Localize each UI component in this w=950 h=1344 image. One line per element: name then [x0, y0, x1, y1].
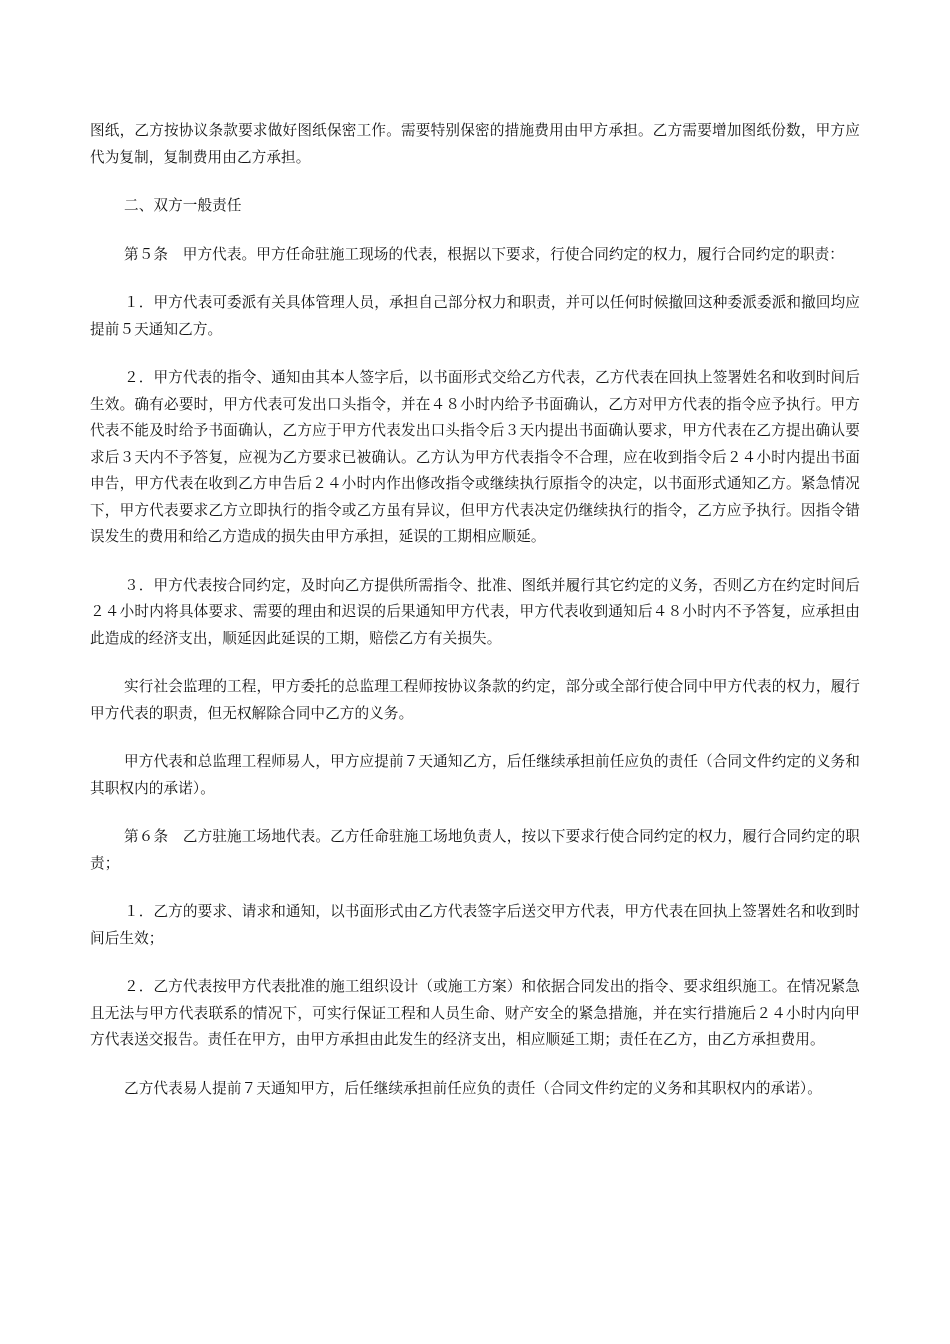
article-6-item-2: ２．乙方代表按甲方代表批准的施工组织设计（或施工方案）和依据合同发出的指令、要求组织施工。在情况紧急且无法与甲方代表联系的情况下，可实行保证工程和人员生命、财产安全的紧急措施，并在实行措施后２４小时内向甲方代表送交报告。责任在甲方，由甲方承担由此发生的经济支出，相应顺延工期；责任在乙方，由乙方承担费用。 [90, 978, 860, 1048]
contractor-representative-change-paragraph: 乙方代表易人提前７天通知甲方，后任继续承担前任应负的责任（合同文件约定的义务和其职权内的承诺）。 [124, 1079, 823, 1097]
paragraph-continuation: 图纸，乙方按协议条款要求做好图纸保密工作。需要特别保密的措施费用由甲方承担。乙方需要增加图纸份数，甲方应代为复制，复制费用由乙方承担。 [90, 122, 860, 166]
article-5-item-2: ２．甲方代表的指令、通知由其本人签字后，以书面形式交给乙方代表，乙方代表在回执上签署姓名和收到时间后生效。确有必要时，甲方代表可发出口头指令，并在４８小时内给予书面确认，乙方对甲方代表的指令应予执行。甲方代表不能及时给予书面确认，乙方应于甲方代表发出口头指令后３天内提出书面确认要求，甲方代表在乙方提出确认要求后３天内不予答复，应视为乙方要求已被确认。乙方认为甲方代表指令不合理，应在收到指令后２４小时内提出书面申告，甲方代表在收到乙方申告后２４小时内作出修改指令或继续执行原指令的决定，以书面形式通知乙方。紧急情况下，甲方代表要求乙方立即执行的指令或乙方虽有异议，但甲方代表决定仍继续执行的指令，乙方应予执行。因指令错误发生的费用和给乙方造成的损失由甲方承担，延误的工期相应顺延。 [90, 369, 860, 545]
article-6-paragraph: 第６条 乙方驻施工场地代表。乙方任命驻施工场地负责人，按以下要求行使合同约定的权力，履行合同约定的职责； [90, 828, 860, 872]
article-5-item-1: １．甲方代表可委派有关具体管理人员，承担自己部分权力和职责，并可以任何时候撤回这种委派委派和撤回均应提前５天通知乙方。 [90, 294, 860, 338]
document-page [90, 118, 860, 1124]
article-5-paragraph: 第５条 甲方代表。甲方任命驻施工现场的代表，根据以下要求，行使合同约定的权力，履行合同约定的职责： [124, 245, 844, 263]
supervision-paragraph: 实行社会监理的工程，甲方委托的总监理工程师按协议条款的约定，部分或全部行使合同中甲方代表的权力，履行甲方代表的职责，但无权解除合同中乙方的义务。 [90, 678, 860, 722]
section-heading: 二、双方一般责任 [124, 197, 242, 214]
article-5-item-3: ３．甲方代表按合同约定，及时向乙方提供所需指令、批准、图纸并履行其它约定的义务，否则乙方在约定时间后２４小时内将具体要求、需要的理由和迟误的后果通知甲方代表，甲方代表收到通知后４８小时内不予答复，应承担由此造成的经济支出，顺延因此延误的工期，赔偿乙方有关损失。 [90, 576, 860, 647]
article-6-item-1: １．乙方的要求、请求和通知，以书面形式由乙方代表签字后送交甲方代表，甲方代表在回执上签署姓名和收到时间后生效； [90, 903, 860, 947]
representative-change-paragraph: 甲方代表和总监理工程师易人，甲方应提前７天通知乙方，后任继续承担前任应负的责任（合同文件约定的义务和其职权内的承诺）。 [90, 753, 860, 797]
